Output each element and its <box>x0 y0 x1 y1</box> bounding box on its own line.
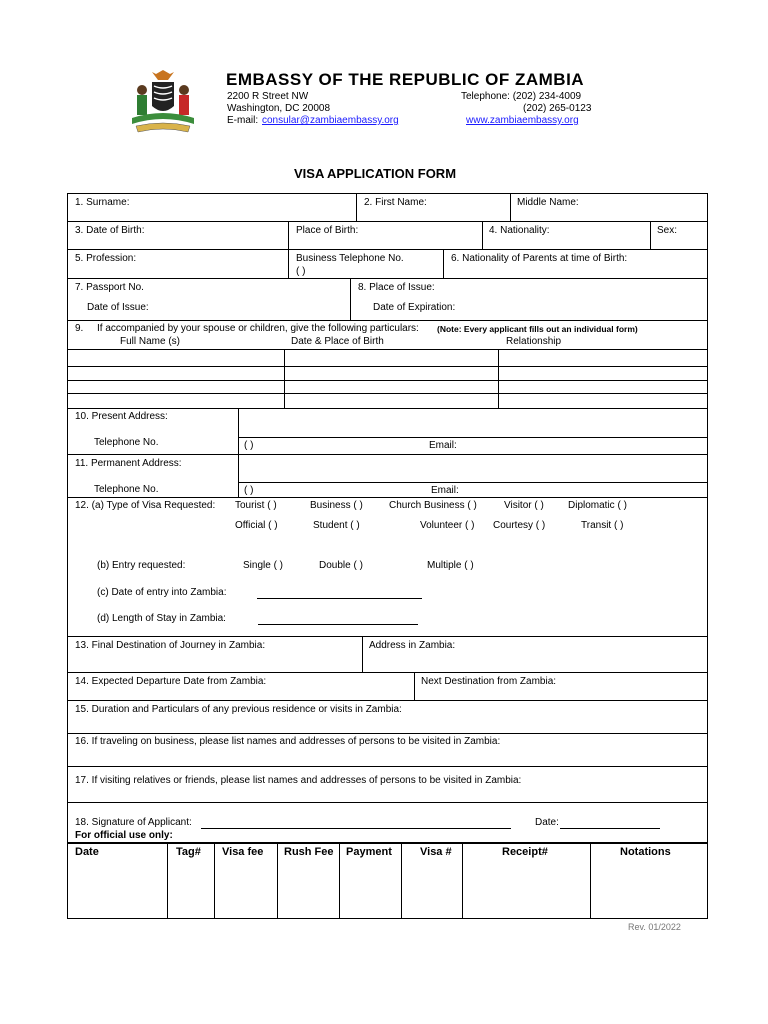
middle-name-label: Middle Name: <box>517 197 579 208</box>
visa-diplomatic-option[interactable]: Diplomatic ( ) <box>568 500 627 511</box>
address-line-2: Washington, DC 20008 <box>227 103 331 114</box>
visa-tourist-option[interactable]: Tourist ( ) <box>235 500 277 511</box>
date-place-birth-header: Date & Place of Birth <box>291 336 384 347</box>
present-email-label: Email: <box>429 440 457 451</box>
signature-line[interactable] <box>201 828 511 829</box>
relatives-persons-label: 17. If visiting relatives or friends, please list names and addresses of persons to be visited in Zambia: <box>75 775 522 786</box>
date-of-entry-line[interactable] <box>257 598 422 599</box>
business-telephone-label: Business Telephone No. <box>296 253 404 264</box>
embassy-name: EMBASSY OF THE REPUBLIC OF ZAMBIA <box>226 70 585 89</box>
permanent-email-label: Email: <box>431 485 459 496</box>
entry-requested-label: (b) Entry requested: <box>97 560 186 571</box>
q9-text: If accompanied by your spouse or children, give the following particulars: <box>97 323 419 334</box>
visa-transit-option[interactable]: Transit ( ) <box>581 520 624 531</box>
present-telephone-paren: ( ) <box>244 440 254 451</box>
official-header-date: Date <box>75 846 99 858</box>
email-link[interactable]: consular@zambiaembassy.org <box>262 115 399 126</box>
official-header-visa-fee: Visa fee <box>222 846 264 858</box>
parents-nationality-label: 6. Nationality of Parents at time of Birth: <box>451 253 628 264</box>
business-persons-label: 16. If traveling on business, please list names and addresses of persons to be visited in Zambia: <box>75 736 501 747</box>
place-of-birth-label: Place of Birth: <box>296 225 359 236</box>
official-use-label: For official use only: <box>75 830 173 841</box>
official-header-payment: Payment <box>346 846 392 858</box>
official-header-rush-fee: Rush Fee <box>284 846 334 858</box>
official-header-receipt: Receipt# <box>502 846 548 858</box>
visa-official-option[interactable]: Official ( ) <box>235 520 278 531</box>
visa-student-option[interactable]: Student ( ) <box>313 520 360 531</box>
present-address-label: 10. Present Address: <box>75 411 168 422</box>
telephone-line-2: (202) 265-0123 <box>523 103 592 114</box>
address-in-zambia-label: Address in Zambia: <box>369 640 456 651</box>
visa-visitor-option[interactable]: Visitor ( ) <box>504 500 544 511</box>
business-telephone-paren: ( ) <box>296 266 306 277</box>
permanent-telephone-label: Telephone No. <box>94 484 159 495</box>
q9-number: 9. <box>75 323 84 334</box>
date-of-expiration-label: Date of Expiration: <box>373 302 456 313</box>
telephone-line-1: Telephone: (202) 234-4009 <box>461 91 582 102</box>
full-name-header: Full Name (s) <box>120 336 181 347</box>
official-header-tag: Tag# <box>176 846 201 858</box>
visa-volunteer-option[interactable]: Volunteer ( ) <box>420 520 475 531</box>
signature-label: 18. Signature of Applicant: <box>75 817 192 828</box>
entry-single-option[interactable]: Single ( ) <box>243 560 284 571</box>
coat-of-arms-icon <box>128 68 198 136</box>
date-label: Date: <box>535 817 559 828</box>
form-title: VISA APPLICATION FORM <box>294 166 457 181</box>
dob-label: 3. Date of Birth: <box>75 225 145 236</box>
place-of-issue-label: 8. Place of Issue: <box>358 282 435 293</box>
permanent-telephone-paren: ( ) <box>244 485 254 496</box>
length-of-stay-line[interactable] <box>258 624 418 625</box>
sex-label: Sex: <box>657 225 678 236</box>
q9-note: (Note: Every applicant fills out an individual form) <box>437 324 638 334</box>
revision-label: Rev. 01/2022 <box>628 922 681 932</box>
email-label: E-mail: <box>227 115 259 126</box>
surname-label: 1. Surname: <box>75 197 130 208</box>
next-destination-label: Next Destination from Zambia: <box>421 676 557 687</box>
date-line[interactable] <box>560 828 660 829</box>
date-of-issue-label: Date of Issue: <box>87 302 149 313</box>
previous-residence-label: 15. Duration and Particulars of any previous residence or visits in Zambia: <box>75 704 402 715</box>
entry-multiple-option[interactable]: Multiple ( ) <box>427 560 474 571</box>
departure-date-label: 14. Expected Departure Date from Zambia: <box>75 676 267 687</box>
address-line-1: 2200 R Street NW <box>227 91 309 102</box>
website-link[interactable]: www.zambiaembassy.org <box>466 115 579 126</box>
official-header-notations: Notations <box>620 846 671 858</box>
visa-type-label: 12. (a) Type of Visa Requested: <box>75 500 216 511</box>
nationality-label: 4. Nationality: <box>489 225 550 236</box>
present-telephone-label: Telephone No. <box>94 437 159 448</box>
date-of-entry-label: (c) Date of entry into Zambia: <box>97 587 227 598</box>
visa-courtesy-option[interactable]: Courtesy ( ) <box>493 520 546 531</box>
permanent-address-label: 11. Permanent Address: <box>75 458 182 469</box>
visa-business-option[interactable]: Business ( ) <box>310 500 363 511</box>
final-destination-label: 13. Final Destination of Journey in Zambia: <box>75 640 266 651</box>
first-name-label: 2. First Name: <box>364 197 427 208</box>
official-header-visa-number: Visa # <box>420 846 452 858</box>
length-of-stay-label: (d) Length of Stay in Zambia: <box>97 613 226 624</box>
profession-label: 5. Profession: <box>75 253 137 264</box>
visa-church-business-option[interactable]: Church Business ( ) <box>389 500 477 511</box>
relationship-header: Relationship <box>506 336 562 347</box>
entry-double-option[interactable]: Double ( ) <box>319 560 363 571</box>
passport-no-label: 7. Passport No. <box>75 282 144 293</box>
